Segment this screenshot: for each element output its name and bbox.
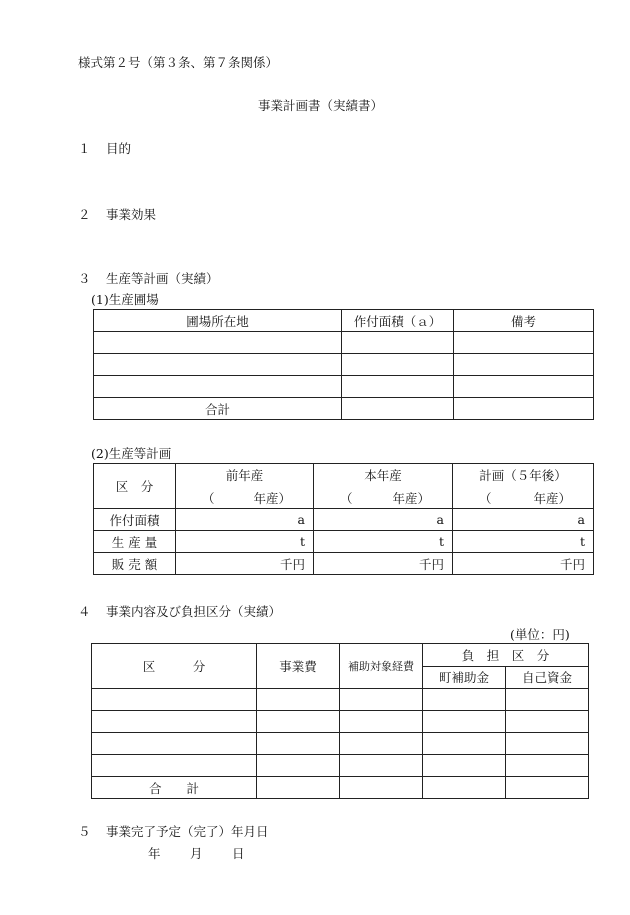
table-cell [92, 733, 257, 755]
section-1-heading: 目的 [106, 141, 132, 156]
table-cell [92, 755, 257, 777]
table-cell [342, 354, 454, 376]
header-plan-5-years: 計画（５年後） [453, 464, 594, 487]
table-cell [423, 777, 506, 799]
section-1-number: １ [78, 141, 91, 156]
table-cell [506, 711, 589, 733]
unit-note: (単位：円) [510, 627, 570, 642]
unit-cell: a [176, 509, 314, 531]
table-header-row [94, 464, 594, 487]
table-row [94, 376, 594, 398]
table-cell [340, 777, 423, 799]
table-cell [257, 711, 340, 733]
table-cell [342, 376, 454, 398]
section-4-number: ４ [78, 604, 91, 619]
table-row [94, 553, 594, 575]
table-cell [423, 733, 506, 755]
header-town-subsidy: 町補助金 [423, 666, 506, 689]
header-cost-sharing: 負 担 区 分 [423, 644, 589, 667]
header-previous-year: 前年産 [176, 464, 314, 487]
table-cell [423, 711, 506, 733]
header-current-year: 本年産 [314, 464, 453, 487]
table-cell [92, 689, 257, 711]
table-total-row [94, 398, 594, 420]
table-cell [454, 376, 594, 398]
table-row [94, 332, 594, 354]
table-total-row [92, 777, 589, 799]
header-project-cost: 事業費 [257, 644, 340, 689]
total-label: 合計 [94, 398, 342, 420]
unit-cell: t [176, 531, 314, 553]
field-table [93, 309, 594, 420]
form-number: 様式第２号（第３条、第７条関係） [78, 55, 279, 70]
table-cell [94, 332, 342, 354]
header-category: 区 分 [92, 644, 257, 689]
section-3-heading: 生産等計画（実績） [106, 271, 219, 286]
year-input-current: （ 年産） [314, 486, 453, 509]
date-month: 月 [190, 846, 203, 861]
section-3-number: ３ [78, 271, 91, 286]
table-cell [340, 755, 423, 777]
table-cell [94, 354, 342, 376]
unit-cell: 千円 [314, 553, 453, 575]
total-label: 合 計 [92, 777, 257, 799]
unit-cell: 千円 [176, 553, 314, 575]
table-row [92, 755, 589, 777]
table-cell [340, 733, 423, 755]
table-row [94, 354, 594, 376]
production-plan-table [93, 463, 594, 575]
unit-cell: a [453, 509, 594, 531]
table-cell [506, 777, 589, 799]
table-cell [506, 755, 589, 777]
table-cell [257, 733, 340, 755]
table-header-row [92, 644, 589, 667]
subsection-3-2-heading: (2)生産等計画 [91, 446, 172, 461]
unit-cell: t [314, 531, 453, 553]
table-cell [342, 332, 454, 354]
cost-sharing-table [91, 643, 589, 799]
table-cell [506, 689, 589, 711]
table-row [92, 689, 589, 711]
table-cell [342, 398, 454, 420]
date-day: 日 [232, 846, 245, 861]
table-cell [454, 354, 594, 376]
section-5-heading: 事業完了予定（完了）年月日 [106, 824, 269, 839]
table-cell [423, 755, 506, 777]
unit-cell: 千円 [453, 553, 594, 575]
header-remarks: 備考 [454, 310, 594, 332]
table-row [94, 531, 594, 553]
table-cell [423, 689, 506, 711]
row-label-area: 作付面積 [94, 509, 176, 531]
table-cell [92, 711, 257, 733]
table-row [92, 733, 589, 755]
table-cell [257, 755, 340, 777]
table-row [94, 509, 594, 531]
unit-cell: a [314, 509, 453, 531]
section-2-number: ２ [78, 207, 91, 222]
table-cell [340, 689, 423, 711]
table-row [92, 711, 589, 733]
year-input-plan: （ 年産） [453, 486, 594, 509]
subsection-3-1-heading: (1)生産圃場 [91, 292, 159, 307]
year-input-prev: （ 年産） [176, 486, 314, 509]
section-4-heading: 事業内容及び負担区分（実績） [106, 604, 282, 619]
header-category: 区 分 [94, 464, 176, 509]
row-label-production: 生 産 量 [94, 531, 176, 553]
table-cell [506, 733, 589, 755]
page-title: 事業計画書（実績書） [258, 98, 384, 113]
header-eligible-cost: 補助対象経費 [340, 644, 423, 689]
header-field-location: 圃場所在地 [94, 310, 342, 332]
table-header-row [94, 310, 594, 332]
unit-cell: t [453, 531, 594, 553]
table-cell [257, 777, 340, 799]
table-cell [454, 332, 594, 354]
table-cell [94, 376, 342, 398]
section-5-number: ５ [78, 824, 91, 839]
row-label-sales: 販 売 額 [94, 553, 176, 575]
table-cell [257, 689, 340, 711]
table-cell [454, 398, 594, 420]
date-year: 年 [148, 846, 161, 861]
header-own-funds: 自己資金 [506, 666, 589, 689]
header-planted-area: 作付面積（ａ） [342, 310, 454, 332]
table-cell [340, 711, 423, 733]
section-2-heading: 事業効果 [106, 207, 157, 222]
